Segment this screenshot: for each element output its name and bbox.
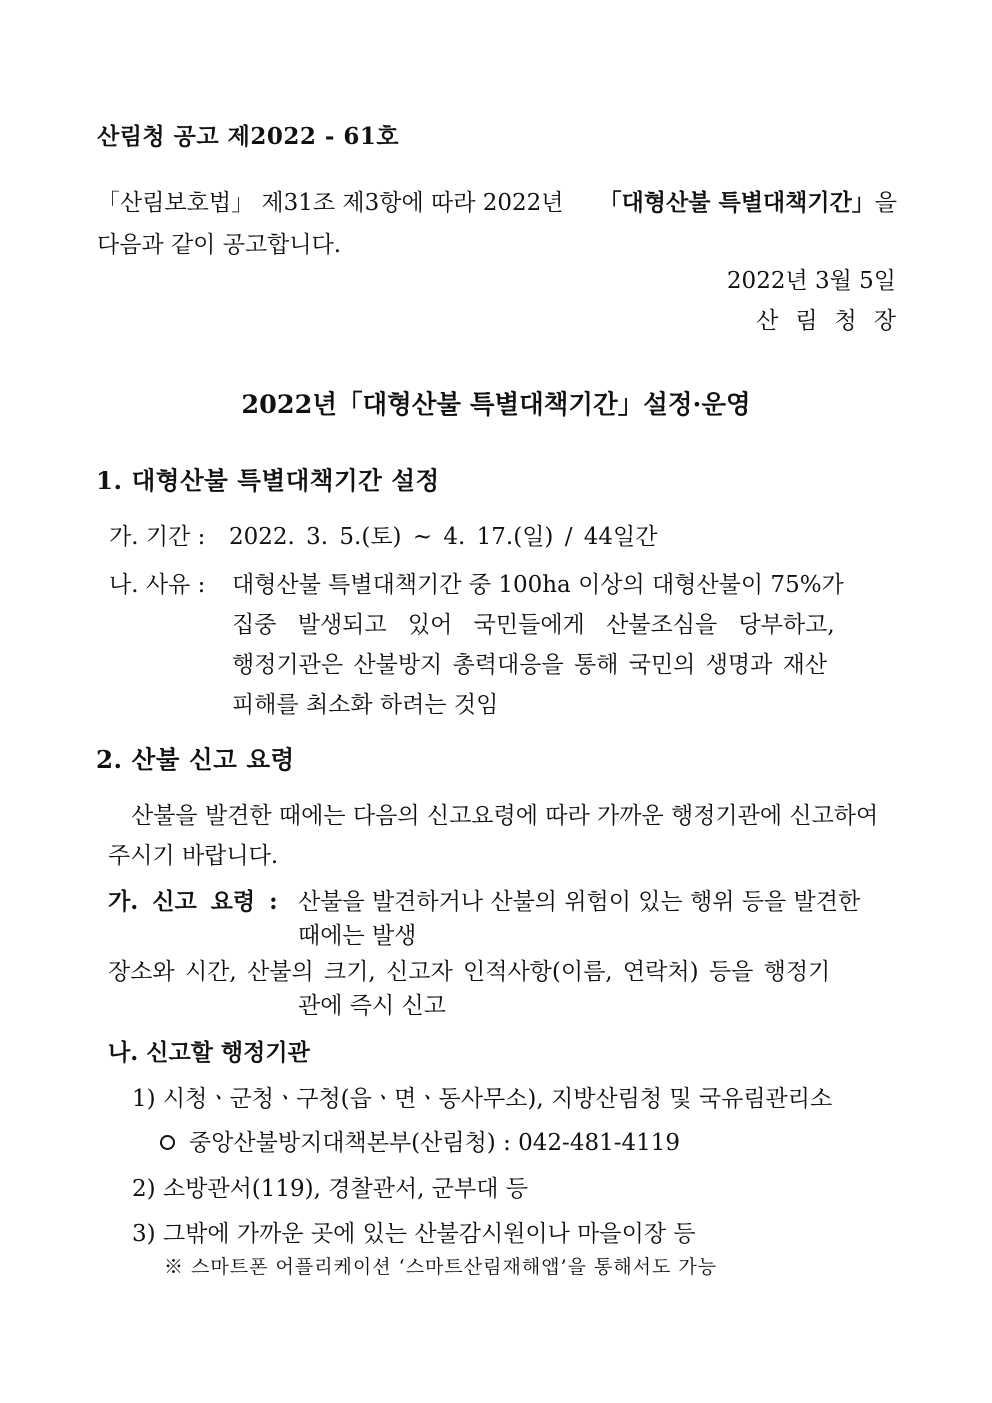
agency-list-item: 2) 소방관서(119), 경찰관서, 군부대 등 bbox=[132, 1176, 528, 1202]
report-method-line: 때에는 발생 bbox=[298, 923, 417, 949]
reason-line: 행정기관은 산불방지 총력대응을 통해 국민의 생명과 재산 bbox=[232, 652, 828, 678]
report-paragraph-line-1: 산불을 발견한 때에는 다음의 신고요령에 따라 가까운 행정기관에 신고하여 bbox=[131, 803, 879, 829]
agency-list-item: 3) 그밖에 가까운 곳에 있는 산불감시원이나 마을이장 등 bbox=[132, 1221, 696, 1247]
section-1-heading: 1. 대형산불 특별대책기간 설정 bbox=[96, 466, 440, 495]
agency-heading: 나. 신고할 행정기관 bbox=[108, 1039, 310, 1066]
notice-date: 2022년 3월 5일 bbox=[726, 268, 896, 294]
intro-line-1 bbox=[97, 184, 897, 217]
report-method-line: 관에 즉시 신고 bbox=[298, 993, 446, 1019]
report-method-line: 산불을 발견하거나 산불의 위험이 있는 행위 등을 발견한 bbox=[298, 889, 861, 915]
agency-list-item: 1) 시청ㆍ군청ㆍ구청(읍ㆍ면ㆍ동사무소), 지방산림청 및 국유림관리소 bbox=[132, 1086, 833, 1112]
notice-number: 산림청 공고 제2022 - 61호 bbox=[97, 123, 400, 150]
reason-line: 대형산불 특별대책기간 중 100ha 이상의 대형산불이 75%가 bbox=[232, 572, 844, 598]
report-paragraph-line-2: 주시기 바랍니다. bbox=[108, 843, 279, 869]
signature: 산림청장 bbox=[756, 308, 913, 334]
intro-line-2: 다음과 같이 공고합니다. bbox=[97, 232, 342, 258]
smartphone-note: ※ 스마트폰 어플리케이션 ‘스마트산림재해앱’을 통해서도 가능 bbox=[164, 1256, 718, 1278]
agency-list-subitem: 중앙산불방지대책본부(산림청) : 042-481-4119 bbox=[160, 1124, 680, 1157]
report-method-label: 가. 신고 요령 : bbox=[108, 888, 278, 915]
reason-label: 나. 사유 : bbox=[109, 572, 206, 598]
document-title: 2022년「대형산불 특별대책기간」설정·운영 bbox=[241, 390, 751, 420]
report-method-line: 장소와 시간, 산불의 크기, 신고자 인적사항(이름, 연락처) 등을 행정기 bbox=[108, 959, 831, 985]
reason-line: 피해를 최소화 하려는 것임 bbox=[232, 692, 499, 718]
intro-text: 「산림보호법」 제31조 제3항에 따라 2022년 bbox=[97, 190, 564, 216]
section-2-heading: 2. 산불 신고 요령 bbox=[96, 745, 295, 774]
period-label: 가. 기간 : bbox=[109, 524, 206, 550]
period-value: 2022. 3. 5.(토) ~ 4. 17.(일) / 44일간 bbox=[229, 524, 658, 550]
reason-line: 집중 발생되고 있어 국민들에게 산불조심을 당부하고, bbox=[232, 612, 835, 638]
circle-bullet-icon bbox=[160, 1135, 175, 1150]
intro-bold-term: 「대형산불 특별대책기간」을 bbox=[598, 189, 897, 216]
